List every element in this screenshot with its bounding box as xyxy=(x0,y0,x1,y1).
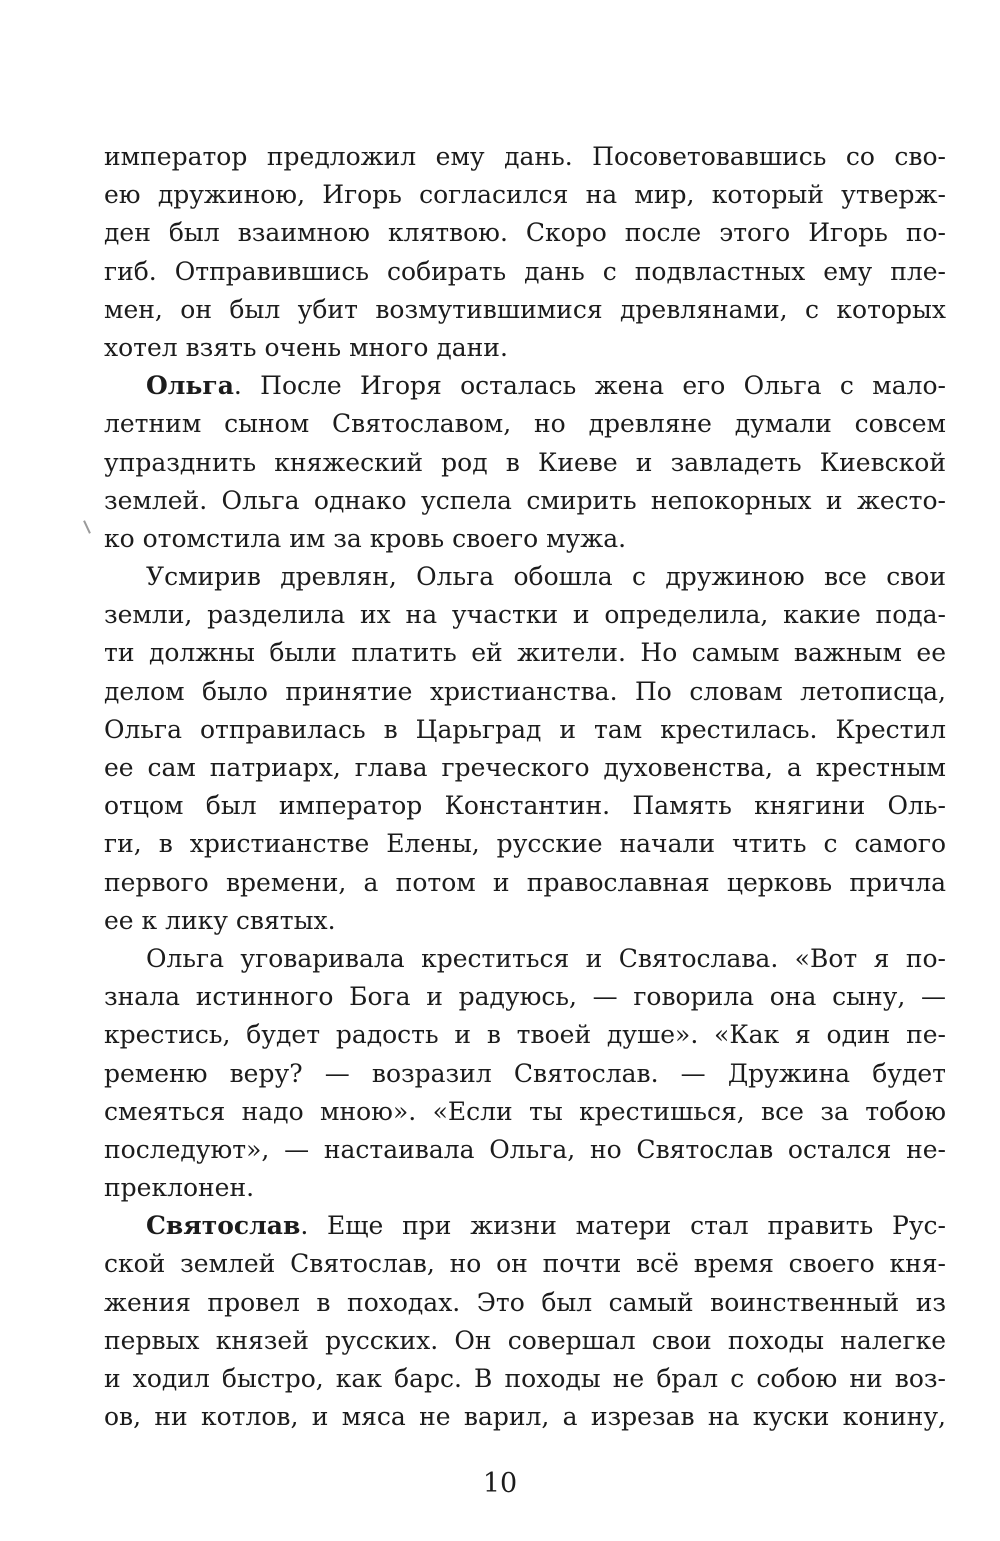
section-heading-olga: Ольга xyxy=(146,371,234,401)
text-line xyxy=(104,367,946,405)
text-line: земли, разделила их на участки и определила, какие пода- xyxy=(104,600,946,630)
text-line: землей. Ольга однако успела смирить непокорных и жесто- xyxy=(104,485,946,515)
text-line: гиб. Отправившись собирать дань с подвластных ему пле- xyxy=(104,256,946,286)
text-line: ею дружиною, Игорь согласился на мир, который утверж- xyxy=(104,180,946,210)
text-line xyxy=(104,1207,946,1245)
margin-mark xyxy=(83,520,91,534)
text-line: и ходил быстро, как барс. В походы не брал с собою ни воз- xyxy=(104,1364,946,1393)
text-line: Усмирив древлян, Ольга обошла с дружиною все свои xyxy=(146,562,946,592)
text-line: крестись, будет радость и в твоей душе». «Как я один пе- xyxy=(104,1020,946,1050)
paragraph-svyatoslav xyxy=(104,1207,946,1436)
text-line: ее сам патриарх, глава греческого духовенства, а крестным xyxy=(104,753,946,782)
section-heading-svyatoslav: Святослав xyxy=(146,1211,301,1241)
text-line: отцом был император Константин. Память княгини Оль- xyxy=(104,791,946,821)
text-line: Ольга отправилась в Царьград и там крестилась. Крестил xyxy=(104,714,946,744)
text-line: смеяться надо мною». «Если ты крестишься, все за тобою xyxy=(104,1096,946,1126)
text-line: делом было принятие христианства. По словам летописца, xyxy=(104,676,946,706)
text-line: ти должны были платить ей жители. Но самым важным ее xyxy=(104,638,946,668)
paragraph-4 xyxy=(104,940,946,1207)
text-line: ги, в христианстве Елены, русские начали чтить с самого xyxy=(104,829,946,859)
text-line: преклонен. xyxy=(104,1173,255,1203)
text-line: ко отомстила им за кровь своего мужа. xyxy=(104,523,627,553)
text-line: жения провел в походах. Это был самый воинственный из xyxy=(104,1287,946,1317)
text-line: ее к лику святых. xyxy=(104,905,336,935)
text-line: первых князей русских. Он совершал свои походы налегке xyxy=(104,1325,946,1355)
text-line: ден был взаимною клятвою. Скоро после этого Игорь по- xyxy=(104,218,946,248)
text-line: летним сыном Святославом, но древляне думали совсем xyxy=(104,409,946,439)
page-number: 10 xyxy=(482,1468,518,1499)
text-line: ов, ни котлов, и мяса не варил, а изрезав на куски конину, xyxy=(104,1402,946,1432)
text-line: мен, он был убит возмутившимися древлянами, с которых xyxy=(104,294,946,324)
text-line: Ольга уговаривала креститься и Святослава. «Вот я по- xyxy=(146,943,946,973)
text-line: император предложил ему дань. Посоветовавшись со сво- xyxy=(104,142,946,171)
paragraph-3 xyxy=(104,558,946,940)
text-line: знала истинного Бога и радуюсь, — говорила она сыну, — xyxy=(104,982,946,1012)
text-line: упразднить княжеский род в Киеве и завладеть Киевской xyxy=(104,447,946,477)
paragraph-olga xyxy=(104,367,946,558)
text-line-rest: . Еще при жизни матери стал править Рус- xyxy=(300,1211,946,1241)
text-line: ременю веру? — возразил Святослав. — Дружина будет xyxy=(104,1058,946,1088)
paragraph-1 xyxy=(104,138,946,367)
page-body xyxy=(104,138,946,1436)
text-line: первого времени, а потом и православная церковь причла xyxy=(104,867,946,897)
text-line: последуют», — настаивала Ольга, но Святослав остался не- xyxy=(104,1134,946,1164)
text-line-rest: . После Игоря осталась жена его Ольга с мало- xyxy=(233,371,946,401)
text-line: ской землей Святослав, но он почти всё время своего кня- xyxy=(104,1249,946,1279)
text-line: хотел взять очень много дани. xyxy=(104,332,508,362)
